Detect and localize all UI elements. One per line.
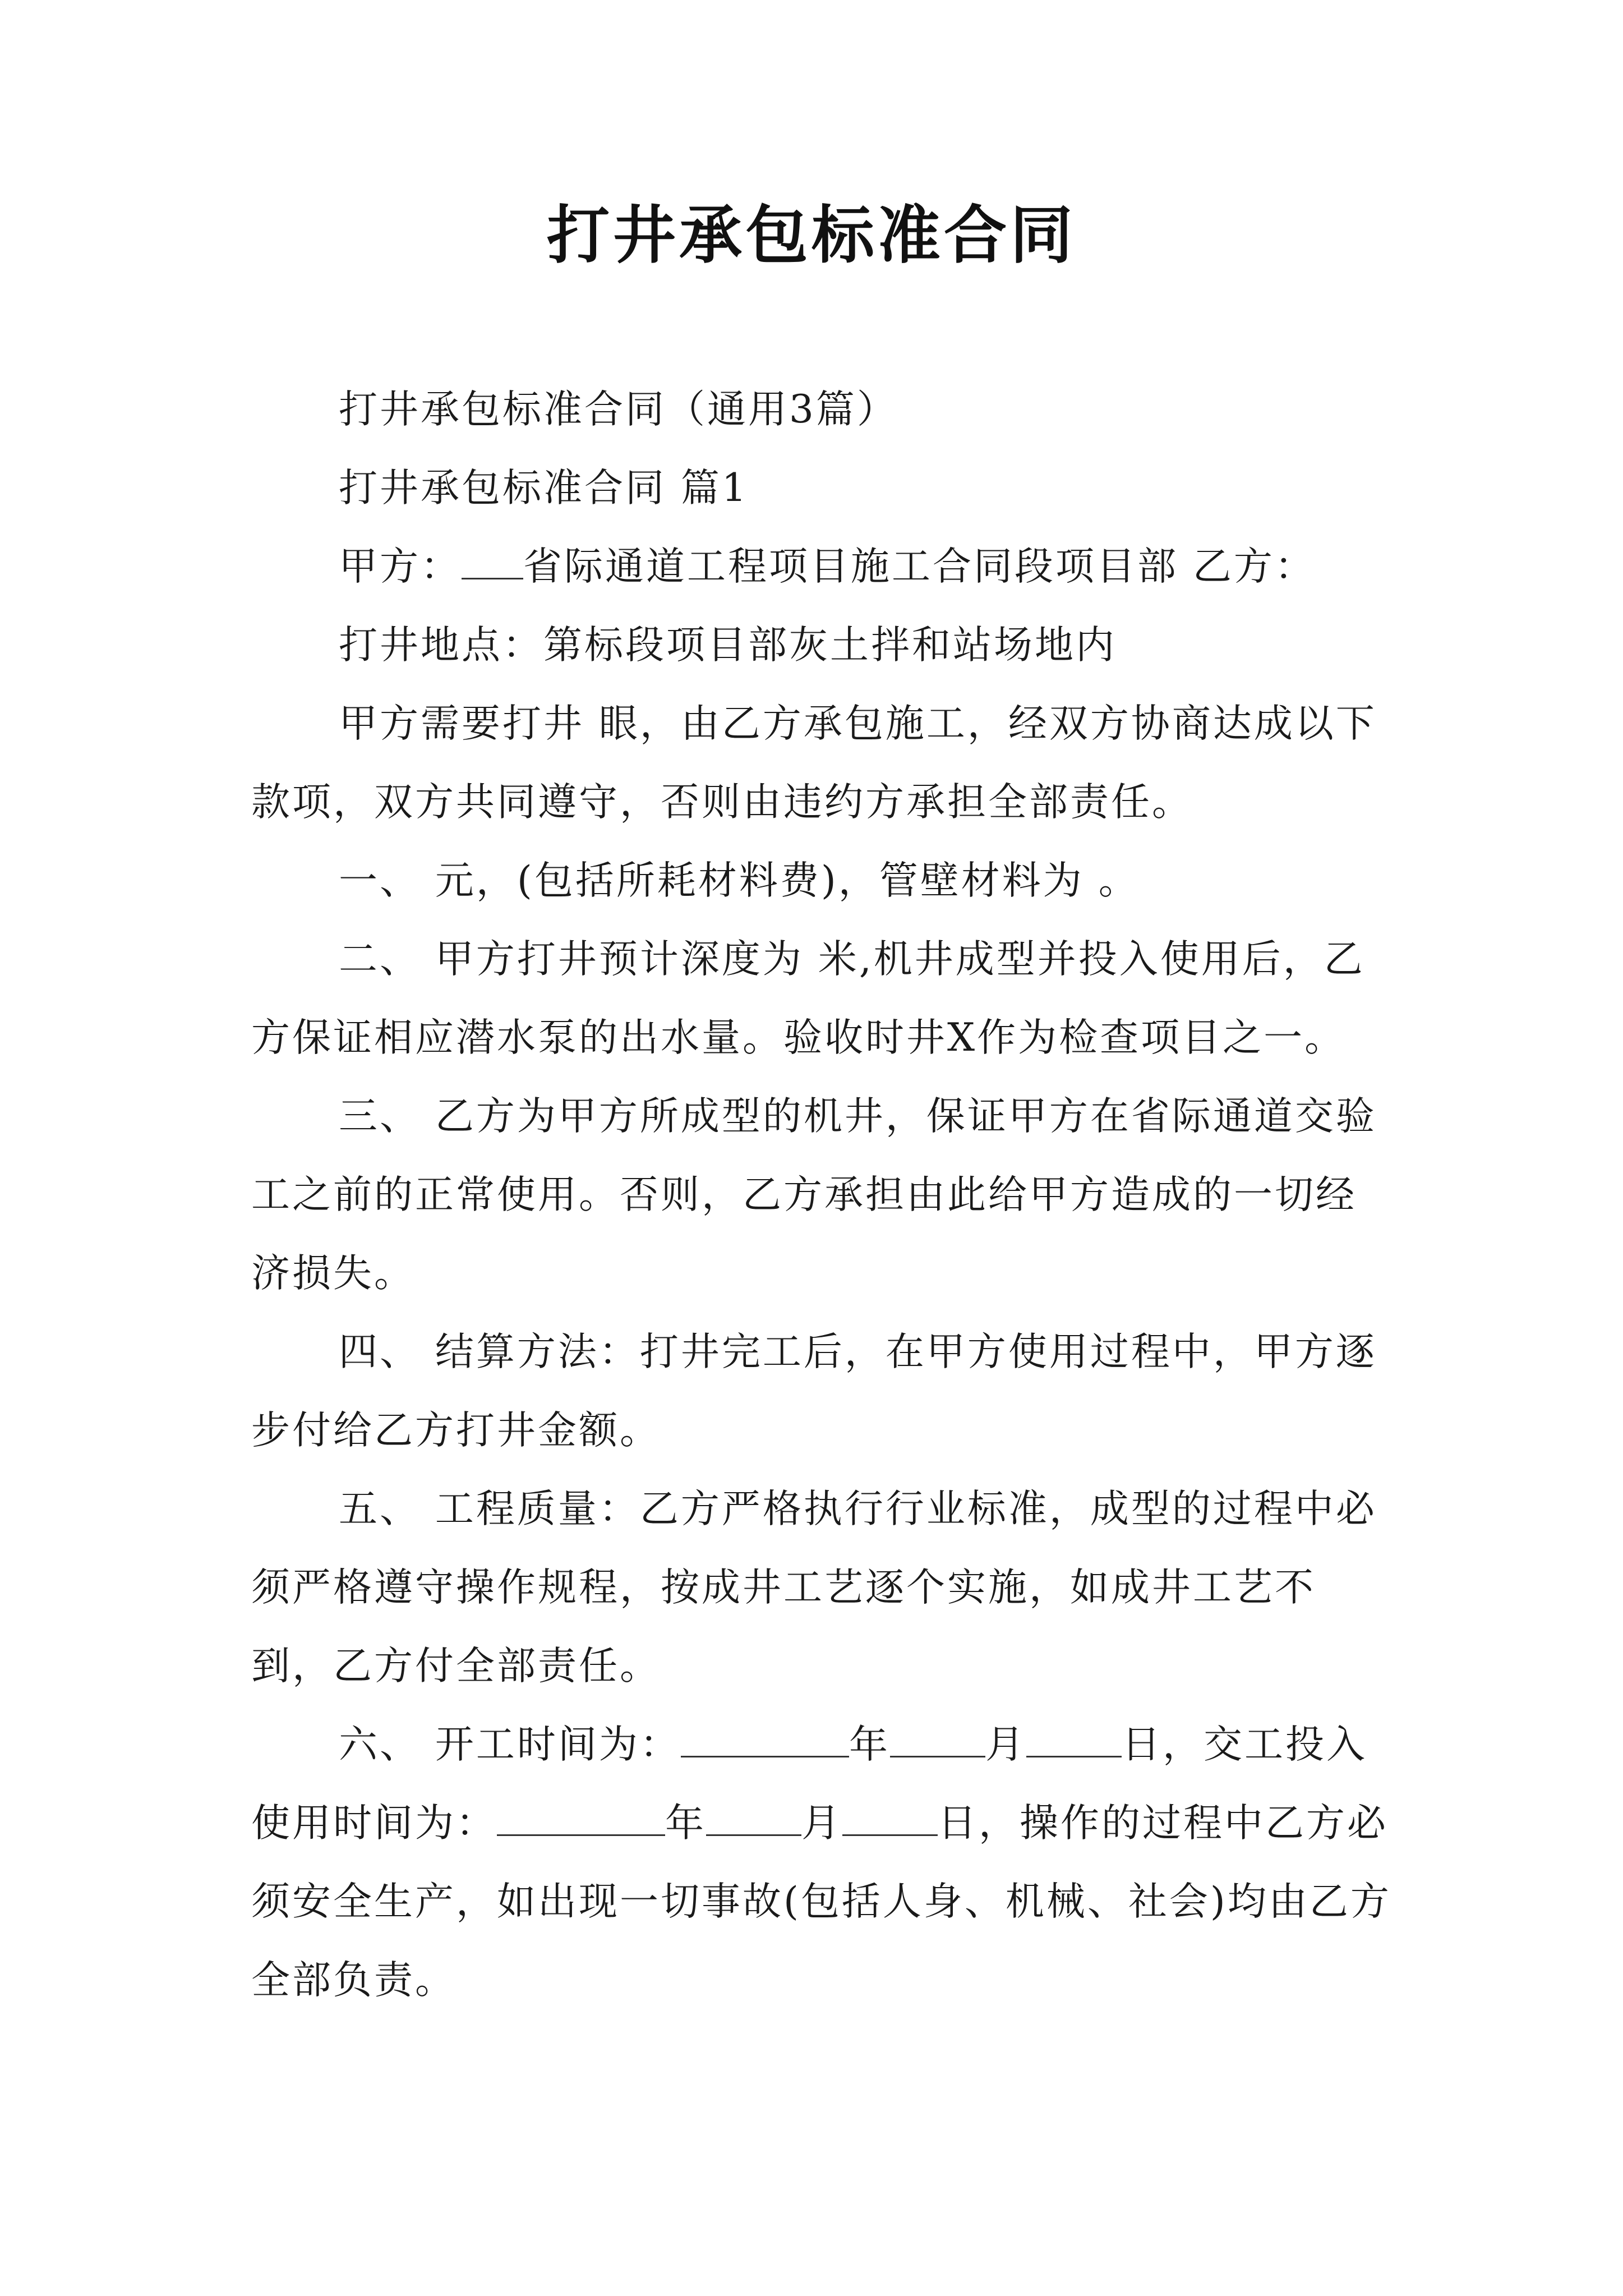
location-line: 打井地点：第标段项目部灰土拌和站场地内 — [339, 623, 1117, 668]
party-a-blank — [462, 544, 523, 579]
clause-6-start: 六、 开工时间为： — [339, 1722, 681, 1767]
end-day-blank — [842, 1801, 938, 1836]
document-body — [251, 370, 1395, 2019]
clause-1: 一、 元，(包括所耗材料费)，管壁材料为 。 — [339, 858, 1140, 903]
clause-5: 五、 工程质量：乙方严格执行行业标准，成型的过程中必须严格遵守操作规程，按成井工艺逐个实施，如成井工艺不到，乙方付全部责任。 — [251, 1487, 1377, 1688]
clause-4: 四、 结算方法：打井完工后，在甲方使用过程中，甲方逐步付给乙方打井金额。 — [251, 1329, 1377, 1453]
clause-2: 二、 甲方打井预计深度为 米,机井成型并投入使用后，乙方保证相应潜水泵的出水量。验收时井X作为检查项目之一。 — [251, 937, 1365, 1060]
party-a-label: 甲方： — [339, 544, 462, 589]
clause-3: 三、 乙方为甲方所成型的机井，保证甲方在省际通道交验工之前的正常使用。否则，乙方承担由此给甲方造成的一切经济损失。 — [251, 1094, 1377, 1296]
start-month-blank — [890, 1722, 985, 1757]
start-day-blank — [1026, 1722, 1122, 1757]
party-a-name: 省际通道工程项目施工合同段项目部 乙方： — [523, 544, 1316, 589]
start-year-blank — [681, 1722, 849, 1757]
clause-6-month-1: 月 — [985, 1722, 1026, 1767]
parties-line — [251, 527, 1395, 606]
clause-6-month-2: 月 — [801, 1801, 842, 1846]
end-month-blank — [706, 1801, 801, 1836]
clause-6-year-1: 年 — [849, 1722, 890, 1767]
end-year-blank — [497, 1801, 665, 1836]
clause-6-year-2: 年 — [665, 1801, 706, 1846]
clause-6-day-1: 日，交工投入使用时间为： — [251, 1722, 1367, 1846]
section-heading: 打井承包标准合同 篇1 — [339, 466, 749, 510]
document-subtitle: 打井承包标准合同（通用3篇） — [339, 387, 898, 432]
document-title: 打井承包标准合同 — [547, 199, 1076, 272]
clause-6 — [251, 1705, 1395, 2019]
intro-paragraph: 甲方需要打井 眼，由乙方承包施工，经双方协商达成以下款项，双方共同遵守，否则由违约方承担全部责任。 — [251, 701, 1377, 825]
clause-6-day-2: 日，操作的过程中乙方必须安全生产，如出现一切事故(包括人身、机械、社会)均由乙方全部负责。 — [251, 1801, 1391, 2003]
